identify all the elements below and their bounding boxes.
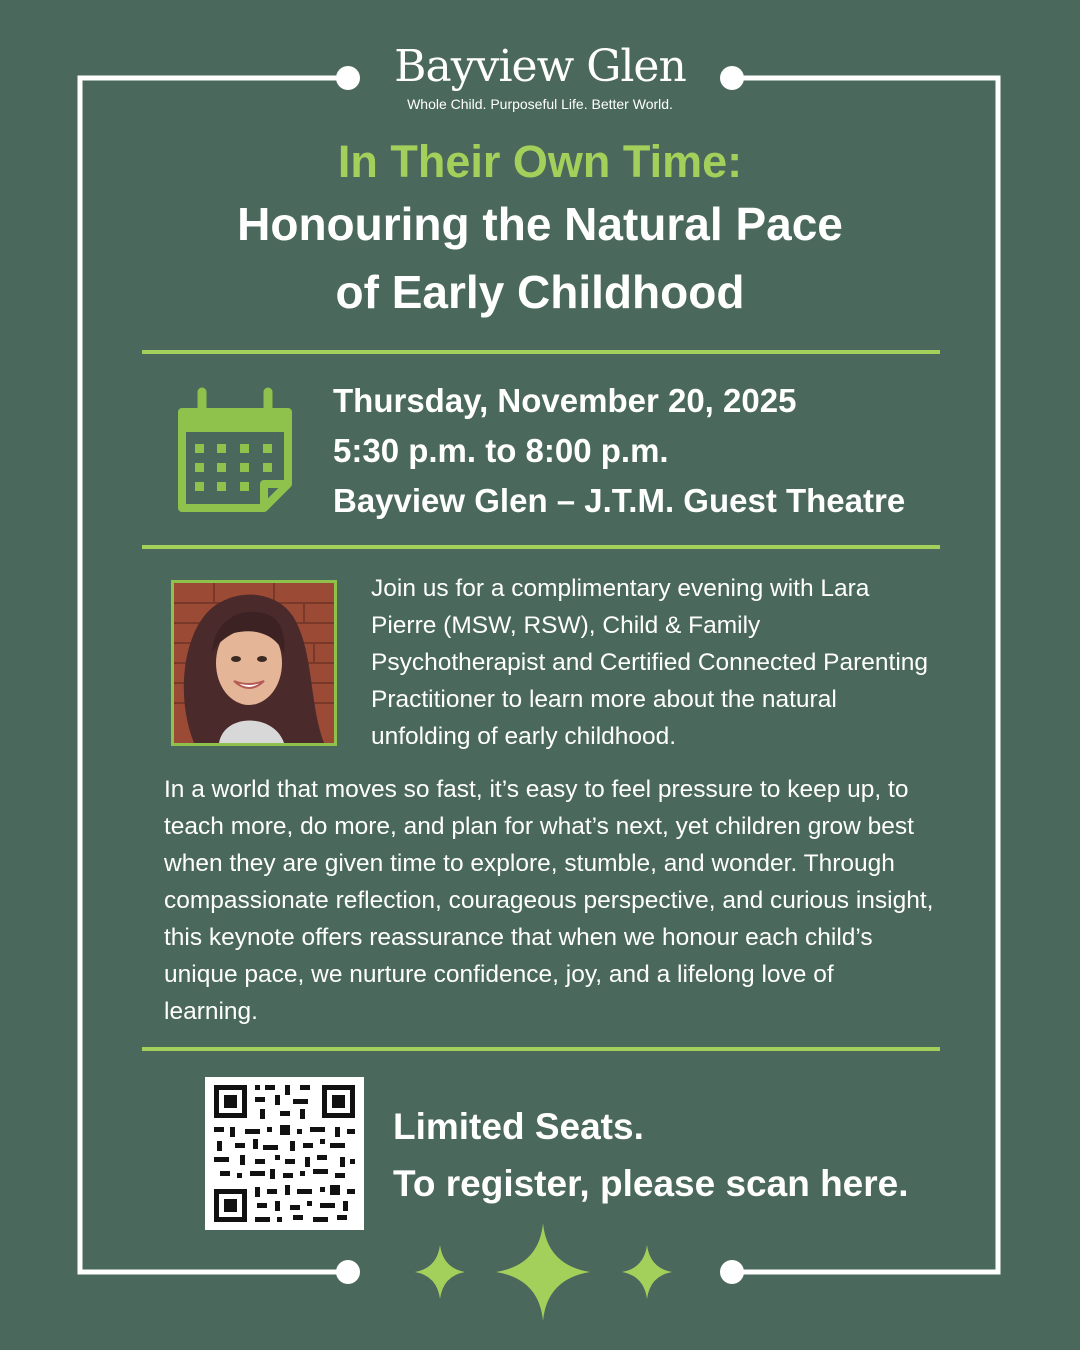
school-logo <box>0 40 1080 112</box>
speaker-photo <box>171 580 337 746</box>
event-description: In a world that moves so fast, it’s easy to feel pressure to keep up, to teach more, do more, and plan for what’s next, yet children grow best when they are given time to explore, stumble, and wonder. Through compassionate reflection, courageous perspective, and curious insight, this keynote offers reassurance that when we honour each child’s unique pace, we nurture confidence, joy, and a lifelong love of learning. <box>164 776 934 1025</box>
title-line-1: Honouring the Natural Pace <box>237 198 843 250</box>
cta-limited-seats: Limited Seats. <box>393 1106 644 1147</box>
school-name: Bayview Glen <box>394 41 686 92</box>
title-line-2: of Early Childhood <box>335 266 745 318</box>
calendar-icon <box>172 386 298 512</box>
divider-rule <box>142 1047 940 1051</box>
school-tagline: Whole Child. Purposeful Life. Better World. <box>407 96 673 112</box>
event-details <box>333 376 905 526</box>
registration-cta <box>393 1098 909 1212</box>
cta-register: To register, please scan here. <box>393 1163 909 1204</box>
divider-rule <box>142 350 940 354</box>
divider-rule <box>142 545 940 549</box>
event-date: Thursday, November 20, 2025 <box>333 382 797 419</box>
event-title <box>0 134 1080 326</box>
event-location: Bayview Glen – J.T.M. Guest Theatre <box>333 482 906 519</box>
speaker-intro: Join us for a complimentary evening with Lara Pierre (MSW, RSW), Child & Family Psychotherapist and Certified Connected Parenting Practitioner to learn more about the natural unfolding of early childhood. <box>371 575 929 750</box>
title-accent: In Their Own Time: <box>337 136 743 187</box>
event-time: 5:30 p.m. to 8:00 p.m. <box>333 432 669 469</box>
sparkle-icon <box>395 1215 695 1325</box>
registration-qr-code[interactable] <box>205 1077 364 1230</box>
